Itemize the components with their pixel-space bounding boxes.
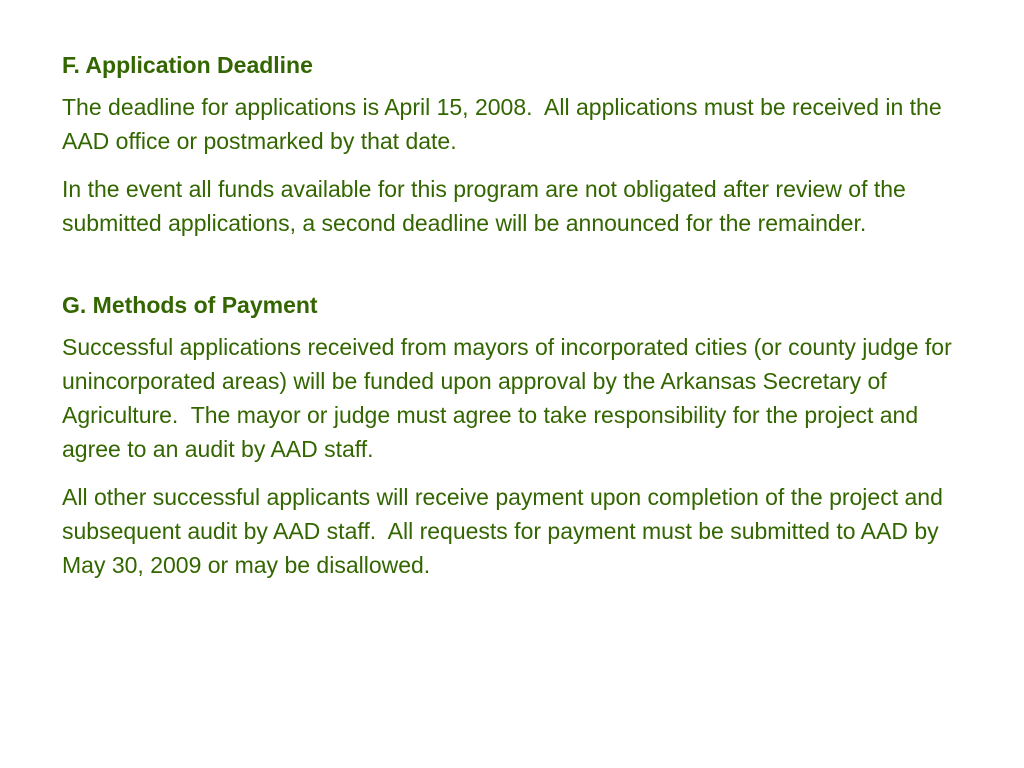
paragraph: Successful applications received from mayors of incorporated cities (or county judge for unincorporated areas) will be funded upon approval by the Arkansas Secretary of Agriculture. The mayor or judge must agree to take responsibility for the project and agree to an audit by AAD staff. (62, 334, 959, 462)
paragraph: In the event all funds available for this program are not obligated after review of the submitted applications, a second deadline will be announced for the remainder. (62, 176, 913, 236)
section-methods-of-payment (62, 290, 974, 582)
paragraph: All other successful applicants will receive payment upon completion of the project and subsequent audit by AAD staff. All requests for payment must be submitted to AAD by May 30, 2009 or may be disallowed. (62, 484, 950, 578)
section-application-deadline (62, 50, 974, 240)
section-heading: G. Methods of Payment (62, 292, 318, 318)
section-spacer (62, 254, 974, 290)
section-heading: F. Application Deadline (62, 52, 313, 78)
paragraph: The deadline for applications is April 15, 2008. All applications must be received in the AAD office or postmarked by that date. (62, 94, 947, 154)
